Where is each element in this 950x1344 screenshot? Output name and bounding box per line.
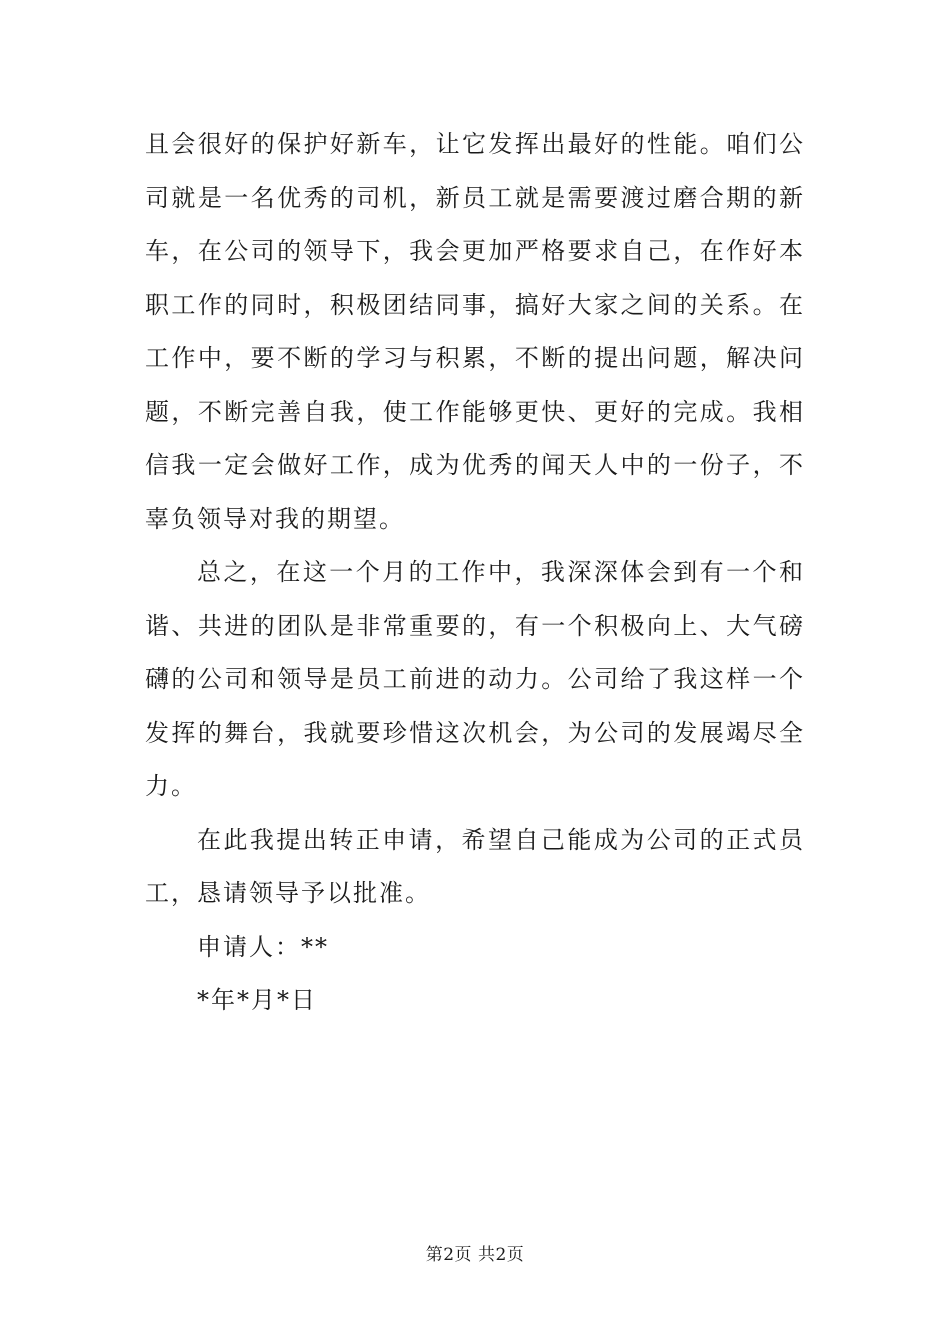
text-line: 礴的公司和领导是员工前进的动力。公司给了我这样一个 [145,665,805,693]
text-line: 谐、共进的团队是非常重要的，有一个积极向上、大气磅 [145,611,805,640]
paragraph-summary [145,546,805,814]
page-number: 第2页 共2页 [425,1245,525,1265]
text-line: 职工作的同时，积极团结同事，搞好大家之间的关系。在 [145,290,805,319]
text-line: 信我一定会做好工作，成为优秀的闻天人中的一份子，不 [145,451,805,479]
text-line: 发挥的舞台，我就要珍惜这次机会，为公司的发展竭尽全 [145,718,805,747]
applicant-signature: 申请人：** [197,932,329,961]
text-line: 车，在公司的领导下，我会更加严格要求自己，在作好本 [145,237,805,265]
page-footer [0,1240,950,1265]
paragraph-continuation [145,118,805,546]
text-line: 题，不断完善自我，使工作能够更快、更好的完成。我相 [145,397,805,426]
text-line: 辜负领导对我的期望。 [145,504,405,533]
document-body [145,118,805,1028]
text-line: 工，恳请领导予以批准。 [145,879,431,907]
text-line: 工作中，要不断的学习与积累，不断的提出问题，解决问 [145,344,805,372]
text-line: 且会很好的保护好新车，让它发挥出最好的性能。咱们公 [145,130,805,158]
text-line: 总之，在这一个月的工作中，我深深体会到有一个和 [197,558,805,586]
signature-date: *年*月*日 [197,986,317,1014]
text-line: 力。 [145,772,197,800]
text-line: 在此我提出转正申请，希望自己能成为公司的正式员 [197,825,805,854]
text-line: 司就是一名优秀的司机，新员工就是需要渡过磨合期的新 [145,183,805,212]
paragraph-request [145,814,805,921]
